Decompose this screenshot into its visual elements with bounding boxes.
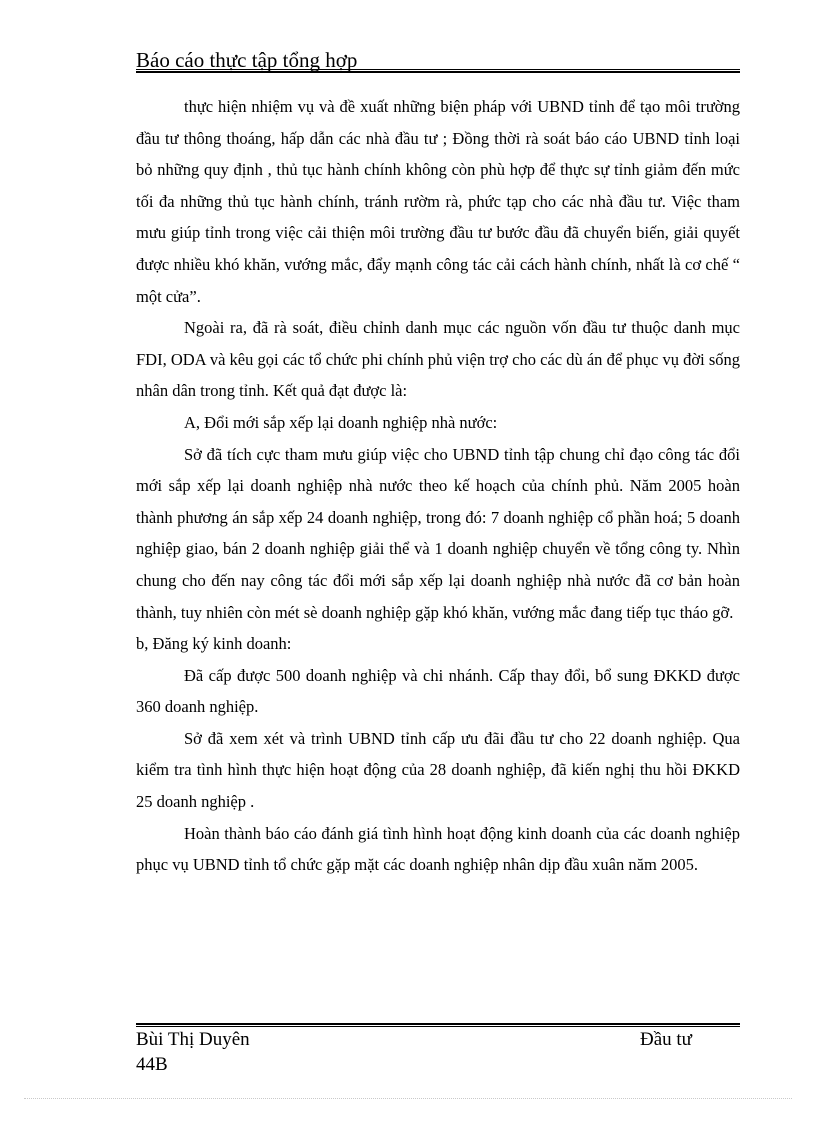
paragraph: Sở đã xem xét và trình UBND tỉnh cấp ưu đãi đầu tư cho 22 doanh nghiệp. Qua kiểm tra tình hình thực hiện hoạt động của 28 doanh nghiệp, đã kiến nghị thu hồi ĐKKD 25 doanh nghiệp . — [136, 728, 740, 812]
header-rule — [136, 69, 740, 73]
document-body — [136, 91, 740, 881]
section-heading: A, Đổi mới sắp xếp lại doanh nghiệp nhà nước: — [184, 412, 498, 432]
footer-class: 44B — [136, 1054, 168, 1075]
paragraph: Hoàn thành báo cáo đánh giá tình hình hoạt động kinh doanh của các doanh nghiệp phục vụ UBND tỉnh tổ chức gặp mặt các doanh nghiệp nhân dịp đầu xuân năm 2005. — [136, 823, 740, 875]
page-header-title: Báo cáo thực tập tổng hợp — [136, 48, 358, 72]
footer-department: Đầu tư — [640, 1029, 692, 1050]
page-edge-divider — [24, 1098, 792, 1099]
paragraph: Đã cấp được 500 doanh nghiệp và chi nhánh. Cấp thay đổi, bổ sung ĐKKD được 360 doanh nghiệp. — [136, 665, 740, 717]
paragraph: Ngoài ra, đã rà soát, điều chỉnh danh mục các nguồn vốn đầu tư thuộc danh mục FDI, ODA và kêu gọi các tổ chức phi chính phủ viện trợ cho các dù án để phục vụ đời sống nhân dân trong tỉnh. Kết quả đạt được là: — [136, 318, 740, 401]
paragraph: thực hiện nhiệm vụ và đề xuất những biện pháp với UBND tỉnh để tạo môi trường đầu tư thông thoáng, hấp dẫn các nhà đầu tư ; Đồng thời rà soát báo cáo UBND tỉnh loại bỏ những quy định , thủ tục hành chính không còn phù hợp để thực sự tỉnh giảm đến mức tối đa những thủ tục hành chính, tránh rườm rà, phức tạp cho các nhà đầu tư. Việc tham mưu giúp tỉnh trong việc cải thiện môi trường đầu tư bước đầu đã chuyển biến, giải quyết được nhiều khó khăn, vướng mắc, đẩy mạnh công tác cải cách hành chính, nhất là cơ chế “ một cửa”. — [136, 97, 740, 306]
section-heading: b, Đăng ký kinh doanh: — [136, 634, 292, 654]
footer-author: Bùi Thị Duyên — [136, 1029, 250, 1050]
footer-author-block — [136, 1027, 250, 1077]
paragraph: Sở đã tích cực tham mưu giúp việc cho UBND tỉnh tập chung chỉ đạo công tác đổi mới sắp xếp lại doanh nghiệp nhà nước theo kế hoạch của chính phủ. Năm 2005 hoàn thành phương án sắp xếp 24 doanh nghiệp, trong đó: 7 doanh nghiệp cổ phần hoá; 5 doanh nghiệp giao, bán 2 doanh nghiệp giải thể và 1 doanh nghiệp chuyển về tổng công ty. Nhìn chung cho đến nay công tác đổi mới sắp xếp lại doanh nghiệp nhà nước đã cơ bản hoàn thành, tuy nhiên còn mét sè doanh nghiệp gặp khó khăn, vướng mắc đang tiếp tục tháo gỡ. — [136, 444, 740, 622]
